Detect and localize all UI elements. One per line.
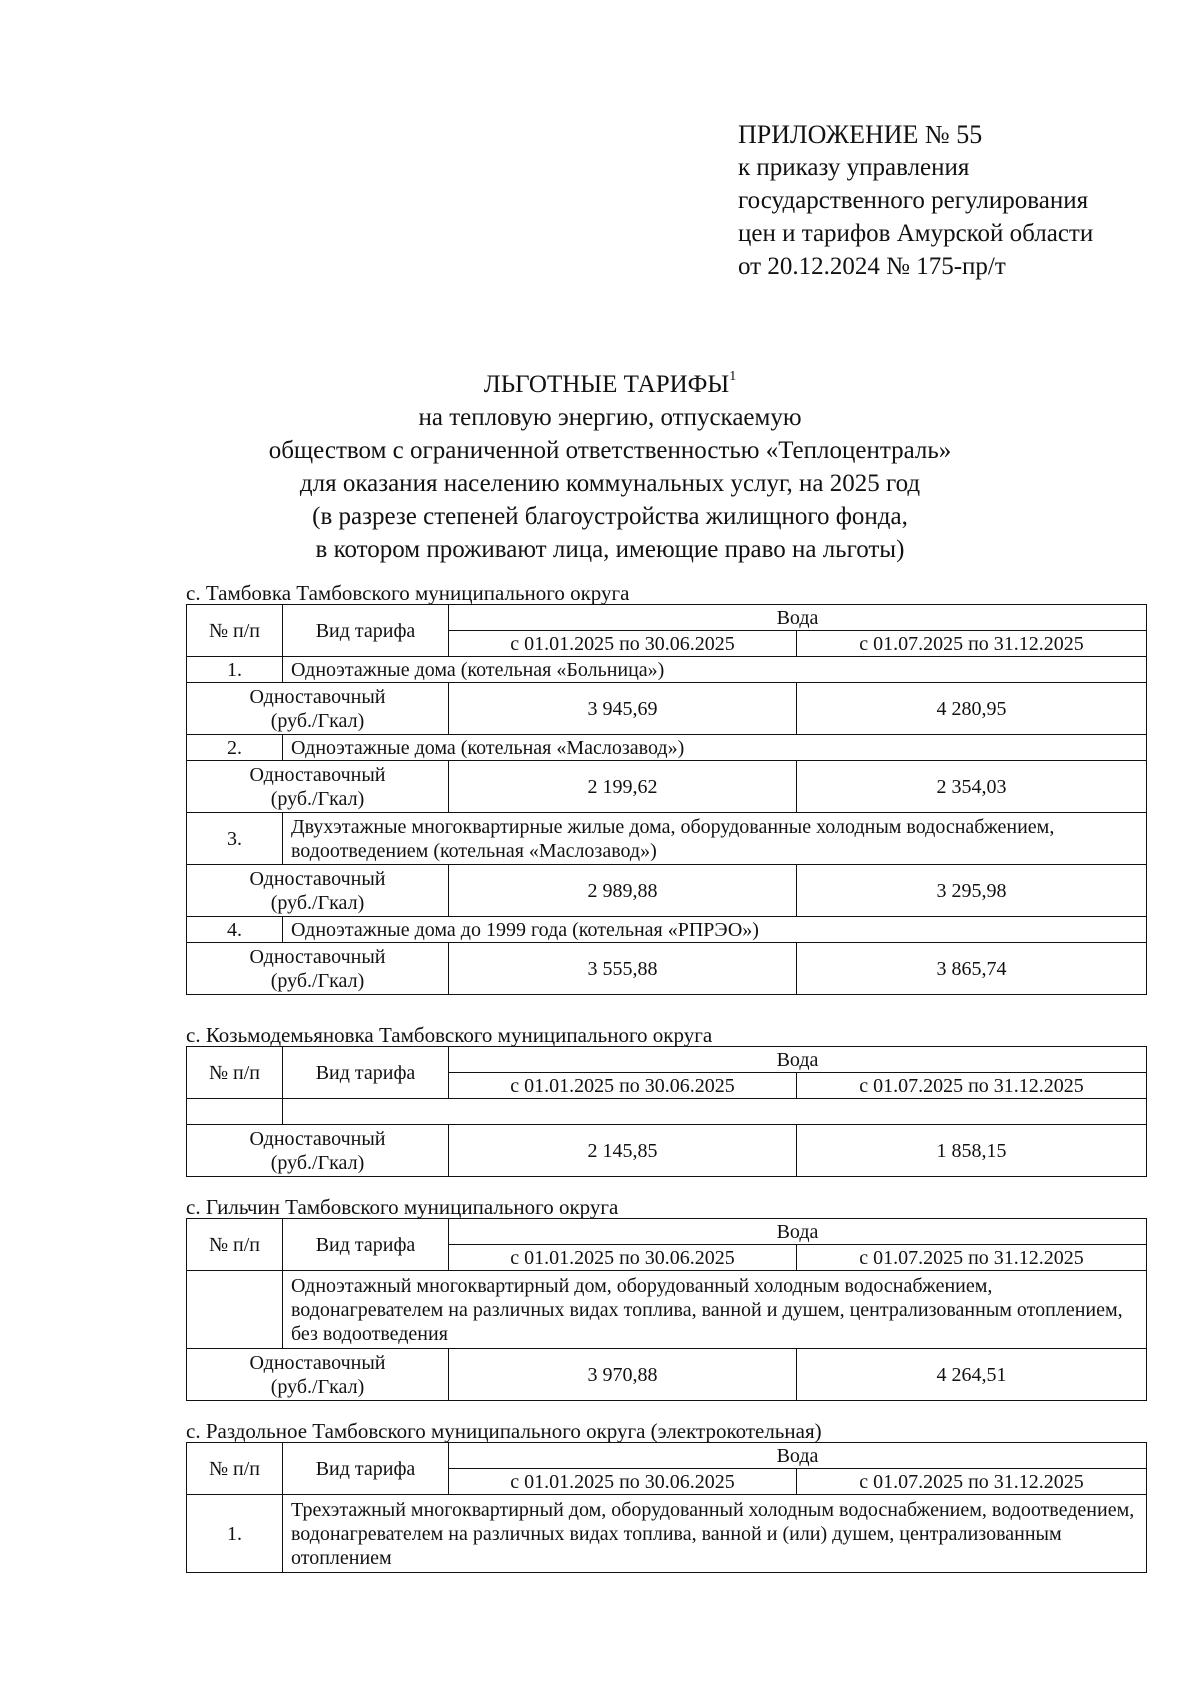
header-num: № п/п bbox=[187, 1047, 283, 1099]
row-number: 1. bbox=[187, 657, 283, 683]
tariff-value-h1: 2 145,85 bbox=[449, 1125, 797, 1177]
tariff-label-unit: (руб./Гкал) bbox=[270, 709, 365, 732]
header-kind: Вид тарифа bbox=[283, 1047, 449, 1099]
header-kind: Вид тарифа bbox=[283, 605, 449, 657]
row-description: Одноэтажные дома до 1999 года (котельная «РПРЭО») bbox=[283, 917, 1147, 943]
header-period-1: с 01.01.2025 по 30.06.2025 bbox=[449, 1469, 797, 1495]
appendix-line: цен и тарифов Амурской области bbox=[738, 220, 1094, 247]
tariff-label-line: Одноставочный bbox=[249, 763, 386, 786]
row-description: Трехэтажный многоквартирный дом, оборудованный холодным водоснабжением, водоотведением, водонагревателем на различных видах топлива, ванной и (или) душем, централизованным отоплением bbox=[283, 1495, 1147, 1573]
header-period-1: с 01.01.2025 по 30.06.2025 bbox=[449, 1245, 797, 1271]
tariff-label-unit: (руб./Гкал) bbox=[270, 969, 365, 992]
tariff-label bbox=[187, 943, 449, 995]
tariff-label-line: Одноставочный bbox=[249, 685, 386, 708]
tariff-value-h2: 4 280,95 bbox=[797, 683, 1147, 735]
tariff-label-line: Одноставочный bbox=[249, 1351, 386, 1374]
tariff-value-h2: 4 264,51 bbox=[797, 1349, 1147, 1401]
appendix-title: ПРИЛОЖЕНИЕ № 55 bbox=[738, 120, 983, 149]
group-row bbox=[187, 735, 1147, 761]
header-num: № п/п bbox=[187, 1443, 283, 1495]
appendix-line: к приказу управления bbox=[738, 154, 970, 181]
row-description: Одноэтажные дома (котельная «Маслозавод») bbox=[283, 735, 1147, 761]
tariff-row bbox=[187, 761, 1147, 813]
row-number: 4. bbox=[187, 917, 283, 943]
tariff-value-h2: 2 354,03 bbox=[797, 761, 1147, 813]
tariff-value-h1: 2 989,88 bbox=[449, 865, 797, 917]
header-kind: Вид тарифа bbox=[283, 1443, 449, 1495]
footnote-mark: 1 bbox=[729, 369, 737, 384]
section-kozmodemyanovka bbox=[186, 1024, 1146, 1177]
tariff-row bbox=[187, 943, 1147, 995]
row-number bbox=[187, 1099, 283, 1125]
header-period-2: с 01.07.2025 по 31.12.2025 bbox=[797, 1245, 1147, 1271]
tariff-label-unit: (руб./Гкал) bbox=[270, 1375, 365, 1398]
row-description bbox=[283, 1099, 1147, 1125]
tariff-label-line: Одноставочный bbox=[249, 1127, 386, 1150]
header-water: Вода bbox=[449, 1047, 1147, 1073]
tariff-value-h2: 3 295,98 bbox=[797, 865, 1147, 917]
header-period-1: с 01.01.2025 по 30.06.2025 bbox=[449, 631, 797, 657]
tariff-row bbox=[187, 1125, 1147, 1177]
section-caption: с. Тамбовка Тамбовского муниципального округа bbox=[186, 581, 630, 605]
appendix-block bbox=[738, 118, 1178, 283]
group-row bbox=[187, 1271, 1147, 1349]
tariff-label bbox=[187, 1349, 449, 1401]
tariff-label bbox=[187, 761, 449, 813]
tariff-label bbox=[187, 865, 449, 917]
tariff-label-line: Одноставочный bbox=[249, 867, 386, 890]
tariff-table bbox=[186, 1046, 1147, 1177]
heading-title: ЛЬГОТНЫЕ ТАРИФЫ bbox=[483, 371, 730, 398]
tariff-value-h2: 1 858,15 bbox=[797, 1125, 1147, 1177]
header-period-2: с 01.07.2025 по 31.12.2025 bbox=[797, 631, 1147, 657]
tariff-table bbox=[186, 1218, 1147, 1401]
tariff-label-unit: (руб./Гкал) bbox=[270, 891, 365, 914]
section-caption: с. Козьмодемьяновка Тамбовского муниципального округа bbox=[186, 1023, 713, 1047]
tariff-row bbox=[187, 865, 1147, 917]
heading-line: (в разрезе степеней благоустройства жилищного фонда, bbox=[312, 503, 908, 530]
heading-title-row bbox=[150, 368, 1070, 401]
section-tambovka bbox=[186, 582, 1146, 995]
tariff-table bbox=[186, 1442, 1147, 1573]
header-water: Вода bbox=[449, 605, 1147, 631]
header-water: Вода bbox=[449, 1219, 1147, 1245]
appendix-line: государственного регулирования bbox=[738, 187, 1089, 214]
tariff-value-h1: 3 945,69 bbox=[449, 683, 797, 735]
header-kind: Вид тарифа bbox=[283, 1219, 449, 1271]
tariff-value-h2: 3 865,74 bbox=[797, 943, 1147, 995]
row-description: Двухэтажные многоквартирные жилые дома, оборудованные холодным водоснабжением, водоотведением (котельная «Маслозавод») bbox=[283, 813, 1147, 865]
row-number: 2. bbox=[187, 735, 283, 761]
tariff-label-unit: (руб./Гкал) bbox=[270, 1151, 365, 1174]
tariff-label-unit: (руб./Гкал) bbox=[270, 787, 365, 810]
header-period-2: с 01.07.2025 по 31.12.2025 bbox=[797, 1073, 1147, 1099]
appendix-line: от 20.12.2024 № 175-пр/т bbox=[738, 253, 1006, 280]
row-number bbox=[187, 1271, 283, 1349]
group-row bbox=[187, 1099, 1147, 1125]
row-number: 3. bbox=[187, 813, 283, 865]
tariff-table bbox=[186, 604, 1147, 995]
tariff-label bbox=[187, 683, 449, 735]
group-row bbox=[187, 657, 1147, 683]
tariff-label bbox=[187, 1125, 449, 1177]
group-row bbox=[187, 813, 1147, 865]
group-row bbox=[187, 917, 1147, 943]
tariff-label-line: Одноставочный bbox=[249, 945, 386, 968]
header-period-2: с 01.07.2025 по 31.12.2025 bbox=[797, 1469, 1147, 1495]
heading-line: в котором проживают лица, имеющие право на льготы) bbox=[315, 536, 905, 563]
heading-line: обществом с ограниченной ответственностью «Теплоцентраль» bbox=[268, 437, 952, 464]
heading-line: на тепловую энергию, отпускаемую bbox=[418, 404, 802, 431]
row-description: Одноэтажный многоквартирный дом, оборудованный холодным водоснабжением, водонагревателем на различных видах топлива, ванной и душем, централизованным отоплением, без водоотведения bbox=[283, 1271, 1147, 1349]
tariff-value-h1: 2 199,62 bbox=[449, 761, 797, 813]
tariff-row bbox=[187, 1349, 1147, 1401]
section-caption: с. Гильчин Тамбовского муниципального округа bbox=[186, 1195, 619, 1219]
group-row bbox=[187, 1495, 1147, 1573]
section-caption: с. Раздольное Тамбовского муниципального округа (электрокотельная) bbox=[186, 1419, 822, 1443]
tariff-row bbox=[187, 683, 1147, 735]
tariff-value-h1: 3 555,88 bbox=[449, 943, 797, 995]
header-period-1: с 01.01.2025 по 30.06.2025 bbox=[449, 1073, 797, 1099]
section-razdolnoe bbox=[186, 1420, 1146, 1573]
header-num: № п/п bbox=[187, 1219, 283, 1271]
header-water: Вода bbox=[449, 1443, 1147, 1469]
section-gilchin bbox=[186, 1196, 1146, 1401]
document-heading bbox=[150, 368, 1070, 566]
row-number: 1. bbox=[187, 1495, 283, 1573]
heading-line: для оказания населению коммунальных услуг, на 2025 год bbox=[299, 470, 921, 497]
header-num: № п/п bbox=[187, 605, 283, 657]
row-description: Одноэтажные дома (котельная «Больница») bbox=[283, 657, 1147, 683]
tariff-value-h1: 3 970,88 bbox=[449, 1349, 797, 1401]
